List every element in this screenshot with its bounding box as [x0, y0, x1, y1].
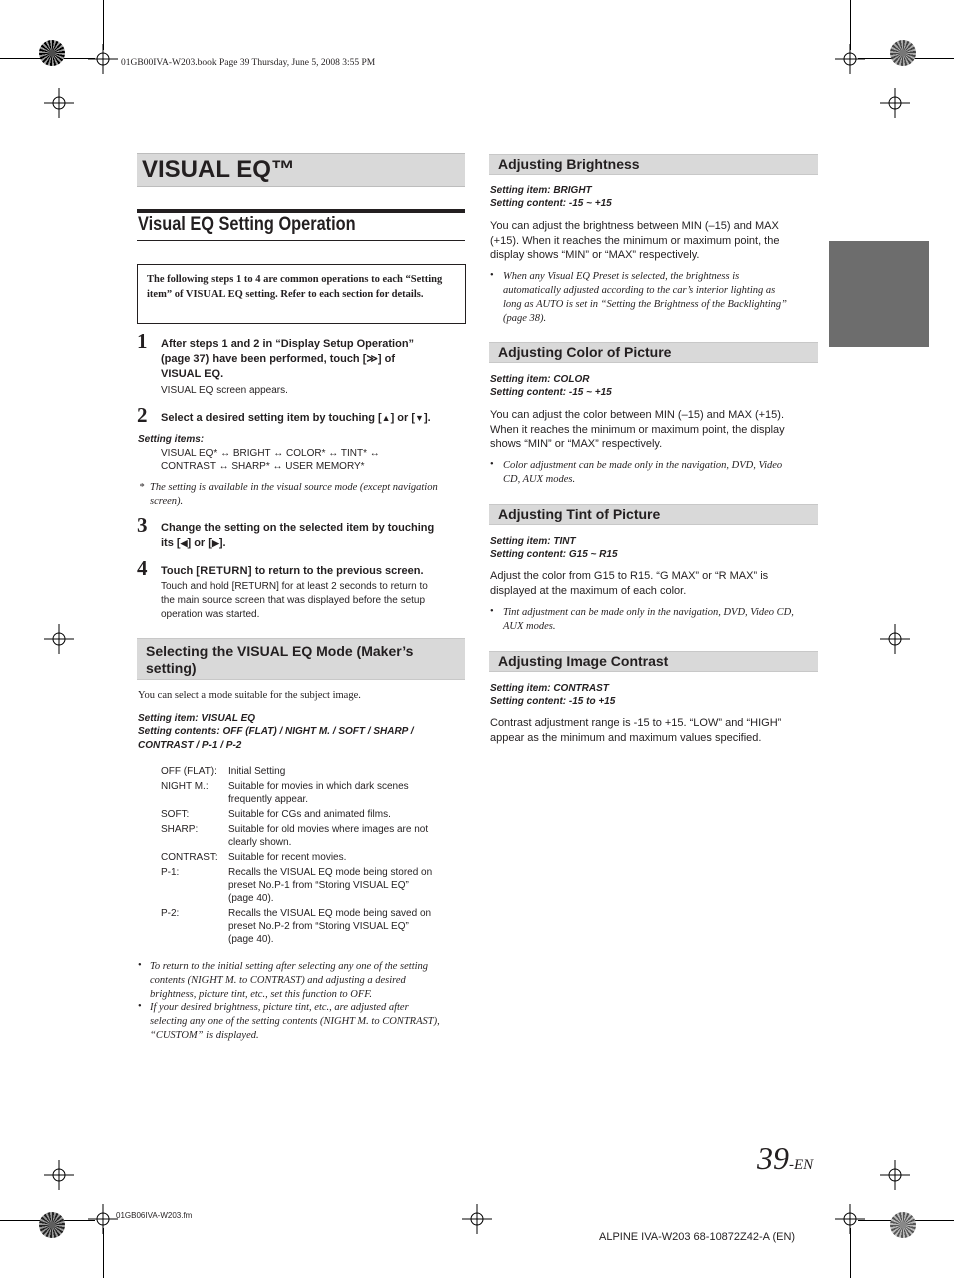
color-target-icon	[890, 1212, 916, 1238]
registration-mark-icon	[44, 1160, 74, 1190]
bullet-icon: •	[490, 270, 494, 281]
mode-setting-contents: Setting contents: OFF (FLAT) / NIGHT M. / SOFT / SHARP / CONTRAST / P-1 / P-2	[138, 726, 414, 751]
color-target-icon	[39, 40, 65, 66]
registration-mark-icon	[462, 1204, 492, 1234]
contrast-setting-content: Setting content: -15 to +15	[490, 696, 616, 707]
registration-mark-icon	[880, 624, 910, 654]
color-target-icon	[890, 40, 916, 66]
setting-items-line-1: VISUAL EQ* ↔ BRIGHT ↔ COLOR* ↔ TINT* ↔	[161, 448, 380, 459]
brightness-setting-content: Setting content: -15 ~ +15	[490, 198, 612, 209]
page-title: VISUAL EQ™	[142, 156, 295, 183]
bullet-icon: •	[490, 459, 494, 470]
page-title-band	[137, 153, 465, 187]
brightness-setting-item: Setting item: BRIGHT	[490, 185, 592, 196]
section-rule-bottom	[137, 240, 465, 241]
registration-mark-icon	[880, 88, 910, 118]
return-button-label: [RETURN]	[196, 565, 252, 577]
up-arrow-icon: ▲	[381, 413, 391, 423]
page-number: 39-EN	[757, 1140, 814, 1176]
brightness-section-title: Adjusting Brightness	[489, 154, 818, 175]
print-header: 01GB00IVA-W203.book Page 39 Thursday, June 5, 2008 3:55 PM	[121, 58, 376, 68]
tint-description: Adjust the color from G15 to R15. “G MAX” or “R MAX” is displayed at the maximum of each color.	[490, 570, 769, 597]
registration-mark-icon	[880, 1160, 910, 1190]
mode-note-2: If your desired brightness, picture tint, etc., are adjusted after selecting any one of the setting contents (NIGHT M. to CONTRAST), “CUSTOM” is displayed.	[150, 1002, 440, 1041]
color-target-icon	[39, 1212, 65, 1238]
chapter-thumb-tab	[829, 241, 929, 347]
footer-model-code: ALPINE IVA-W203 68-10872Z42-A (EN)	[599, 1231, 796, 1243]
bullet-icon: •	[490, 606, 494, 617]
step-2-number: 2	[137, 403, 148, 427]
step-4-text: Touch [RETURN] to return to the previous screen.	[161, 565, 424, 577]
step-3-number: 3	[137, 513, 148, 537]
contrast-description: Contrast adjustment range is -15 to +15. “LOW” and “HIGH” appear as the minimum and maximum values specified.	[490, 717, 782, 744]
mode-section-title: Selecting the VISUAL EQ Mode (Maker’s setting)	[137, 638, 465, 680]
print-footer-file: 01GB06IVA-W203.fm	[116, 1211, 193, 1220]
tint-setting-content: Setting content: G15 ~ R15	[490, 549, 618, 560]
footnote-mark: *	[139, 482, 145, 493]
contrast-section-title: Adjusting Image Contrast	[489, 651, 818, 672]
mode-section-intro: You can select a mode suitable for the subject image.	[138, 690, 361, 701]
color-section-title: Adjusting Color of Picture	[489, 342, 818, 363]
setting-items-label: Setting items:	[138, 434, 205, 445]
tint-setting-item: Setting item: TINT	[490, 536, 576, 547]
color-description: You can adjust the color between MIN (–15) and MAX (+15). When it reaches the minimum or maximum point, the display shows “MIN” or “MAX” respectively.	[490, 409, 785, 450]
mode-setting-item: Setting item: VISUAL EQ	[138, 713, 256, 724]
bullet-icon: •	[138, 960, 142, 971]
down-arrow-icon: ▼	[415, 413, 424, 423]
registration-mark-icon	[88, 44, 118, 74]
setting-items-line-2: CONTRAST ↔ SHARP* ↔ USER MEMORY*	[161, 461, 365, 472]
intro-note-box: The following steps 1 to 4 are common operations to each “Setting item” of VISUAL EQ setting. Refer to each section for details.	[137, 264, 466, 324]
color-setting-content: Setting content: -15 ~ +15	[490, 387, 612, 398]
brightness-description: You can adjust the brightness between MIN (–15) and MAX (+15). When it reaches the minimum or maximum point, the display shows “MIN” or “MAX” respectively.	[490, 220, 780, 261]
tint-note: Tint adjustment can be made only in the navigation, DVD, Video CD, AUX modes.	[503, 607, 794, 632]
step-3-text: Change the setting on the selected item by touching its [◀] or [▶].	[161, 522, 435, 549]
color-note: Color adjustment can be made only in the navigation, DVD, Video CD, AUX modes.	[503, 460, 783, 485]
registration-mark-icon	[835, 1204, 865, 1234]
footnote-text: The setting is available in the visual source mode (except navigation screen).	[150, 482, 438, 507]
step-1-note: VISUAL EQ screen appears.	[161, 385, 288, 396]
section-rule-top	[137, 209, 465, 213]
step-2-text: Select a desired setting item by touching [▲] or [▼].	[161, 412, 431, 424]
bullet-icon: •	[138, 1001, 142, 1012]
section-title: Visual EQ Setting Operation	[138, 214, 356, 235]
next-icon: ≫	[366, 353, 378, 365]
contrast-setting-item: Setting item: CONTRAST	[490, 683, 609, 694]
step-1-number: 1	[137, 329, 148, 353]
registration-mark-icon	[44, 624, 74, 654]
left-arrow-icon: ◀	[180, 538, 188, 548]
color-setting-item: Setting item: COLOR	[490, 374, 590, 385]
registration-mark-icon	[835, 44, 865, 74]
registration-mark-icon	[88, 1204, 118, 1234]
brightness-note: When any Visual EQ Preset is selected, the brightness is automatically adjusted according to the car’s interior lighting as long as AUTO is set in “Setting the Brightness of the Backlighting” (page 38).	[503, 271, 787, 324]
step-4-note: Touch and hold [RETURN] for at least 2 seconds to return to the main source screen that was displayed before the setup operation was started.	[161, 581, 428, 620]
mode-note-1: To return to the initial setting after selecting any one of the setting contents (NIGHT M. to CONTRAST) and adjusting a desired brightness, picture tint, etc., set this function to OFF.	[150, 961, 429, 1000]
step-4-number: 4	[137, 556, 148, 580]
tint-section-title: Adjusting Tint of Picture	[489, 504, 818, 525]
step-1-text: After steps 1 and 2 in “Display Setup Operation” (page 37) have been performed, touch [≫] of VISUAL EQ.	[161, 338, 415, 380]
right-arrow-icon: ▶	[211, 538, 219, 548]
registration-mark-icon	[44, 88, 74, 118]
